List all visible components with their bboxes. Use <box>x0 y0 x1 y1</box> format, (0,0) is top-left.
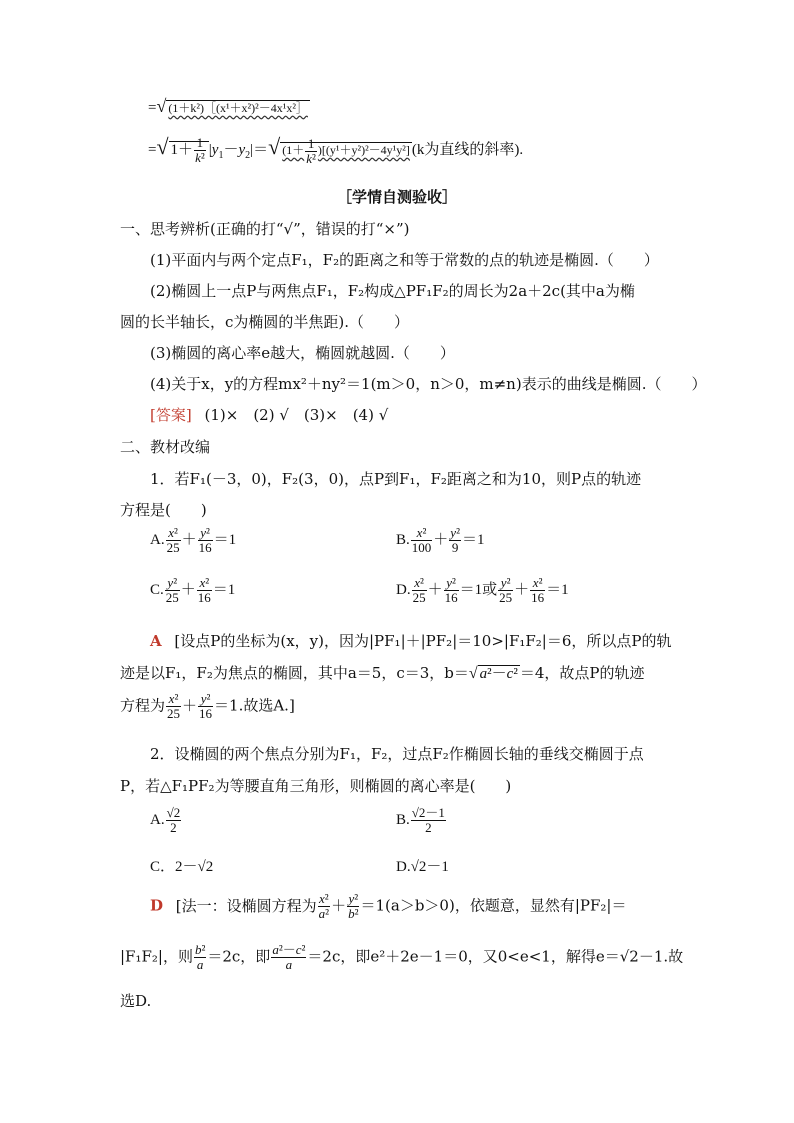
formula-line-2: =√ 1＋ $\frac{1}{\text{k²}}$ $|y_1-y_2|=√$ (1＋ $\frac{1}{\text{k²}}$ )[(y¹＋y²)²－4y¹y²] (k为直线的斜率). <box>148 134 524 166</box>
problem-1-explanation-line-3: 方程为 $\frac{\text{x²}}{25}$ ＋ $\frac{\text{y²}}{16}$ ＝1.故选A.] <box>120 691 295 721</box>
question-2-line-2: 圆的长半轴长，c为椭圆的半焦距).（ ） <box>120 313 410 331</box>
problem-1-answer: A <box>150 632 162 650</box>
problem-2-option-d: D.√2－1 <box>396 859 449 875</box>
problem-2-explanation-line-2: |F₁F₂|，则 $\frac{\text{b²}}{a}$ ＝2c，即 $\frac{\text{a²－c²}}{a}$ ＝2c，即e²＋2e－1＝0，又0<e<1，解得e＝√2－1.故 <box>120 942 684 972</box>
part1-heading: 一、思考辨析(正确的打“√”，错误的打“×”) <box>120 220 410 238</box>
problem-1-explanation-line-1: A [设点P的坐标为(x，y)，因为|PF₁|＋|PF₂|＝10>|F₁F₂|＝6，所以点P的轨 <box>150 632 672 650</box>
problem-1-line-2: 方程是( ) <box>120 501 207 519</box>
answer-body: (1)× (2) √ (3)× (4) √ <box>204 406 389 424</box>
formula-tail: (k为直线的斜率). <box>411 142 524 158</box>
problem-2-explanation-line-1: D [法一：设椭圆方程为 $\frac{\text{x²}}{\text{a²}}$ ＋ $\frac{\text{y²}}{\text{b²}}$ ＝1(a＞b＞0)，依题意，显然有|PF₂|＝ <box>150 891 627 921</box>
question-2-line-1: (2)椭圆上一点P与两焦点F₁，F₂构成△PF₁F₂的周长为2a＋2c(其中a为椭 <box>150 282 635 300</box>
part2-heading: 二、教材改编 <box>120 438 211 456</box>
problem-1-option-b: B. $\frac{\text{x²}}{100}$ ＋ $\frac{\text{y²}}{9}$ ＝1 <box>396 525 485 555</box>
answer-tag: [答案] <box>150 406 192 424</box>
problem-2-option-b: B. $\frac{√2-1}{2}$ <box>396 805 445 835</box>
question-3: (3)椭圆的离心率e越大，椭圆就越圆.（ ） <box>150 344 455 362</box>
question-4: (4)关于x，y的方程mx²＋ny²＝1(m＞0，n＞0，m≠n)表示的曲线是椭圆.（ ） <box>150 375 707 393</box>
problem-2-explanation-line-3: 选D. <box>120 992 152 1010</box>
problem-2-answer: D <box>150 896 164 915</box>
problem-1-option-d: D. $\frac{\text{x²}}{25}$ ＋ $\frac{\text{y²}}{16}$ ＝1或 $\frac{\text{y²}}{25}$ ＋ $\frac{\text{x²}}{16}$ ＝1 <box>396 575 569 605</box>
problem-2-option-a: A. $\frac{√2}{2}$ <box>150 805 181 835</box>
formula-1-radicand: (1＋k²)［(x¹＋x²)²－4x¹x²］ <box>168 101 308 115</box>
section-title: ［学情自测验收］ <box>336 188 457 206</box>
problem-1-line-1: 1．若F₁(－3，0)，F₂(3，0)，点P到F₁，F₂距离之和为10，则P点的轨迹 <box>150 470 642 488</box>
answer-line <box>150 404 388 425</box>
problem-2-line-2: P，若△F₁PF₂为等腰直角三角形，则椭圆的离心率是( ) <box>120 777 512 795</box>
problem-1-option-c: C. $\frac{\text{y²}}{25}$ ＋ $\frac{\text{x²}}{16}$ ＝1 <box>150 575 236 605</box>
problem-2-line-1: 2．设椭圆的两个焦点分别为F₁，F₂，过点F₂作椭圆长轴的垂线交椭圆于点 <box>150 745 644 763</box>
problem-2-option-c: C．2－√2 <box>150 859 214 875</box>
problem-1-explanation-line-2: 迹是以F₁，F₂为焦点的椭圆，其中a＝5，c＝3，b＝√ a²－c² ＝4，故点P的轨迹 <box>120 664 645 682</box>
question-1: (1)平面内与两个定点F₁，F₂的距离之和等于常数的点的轨迹是椭圆.（ ） <box>150 251 659 269</box>
formula-line-1: =√ (1＋k²)［(x¹＋x²)²－4x¹x²］ <box>148 96 308 116</box>
problem-1-option-a: A. $\frac{\text{x²}}{25}$ ＋ $\frac{\text{y²}}{16}$ ＝1 <box>150 525 237 555</box>
